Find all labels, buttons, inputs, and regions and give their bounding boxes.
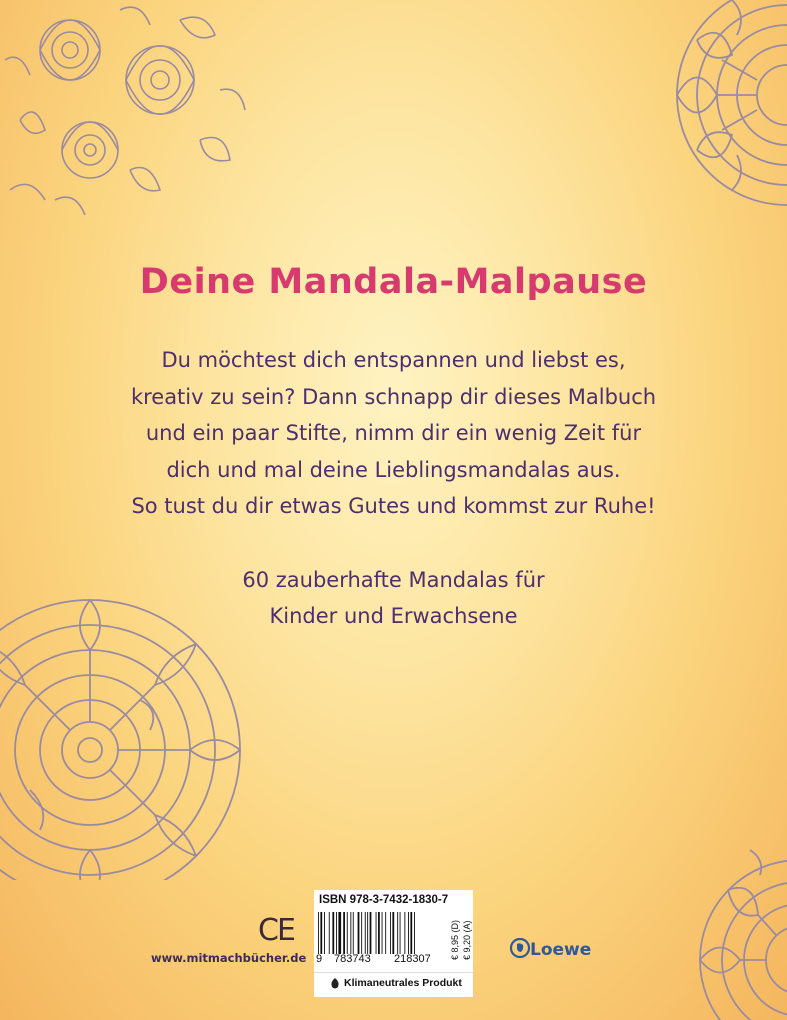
cover-title: Deine Mandala-Malpause — [139, 262, 648, 302]
barcode-bar — [350, 912, 351, 954]
climate-neutral-bar — [314, 972, 473, 995]
cover-blurb — [60, 342, 727, 525]
tagline-line: Kinder und Erwachsene — [269, 604, 518, 628]
barcode-bar — [329, 912, 330, 954]
barcode-digit-group-2: 218307 — [394, 953, 431, 965]
barcode-bars — [318, 912, 446, 954]
lion-logo-icon — [510, 938, 530, 958]
barcode-bar — [414, 912, 415, 954]
barcode-bar — [365, 912, 366, 954]
barcode-bar — [336, 912, 337, 954]
barcode-bar — [376, 912, 377, 954]
climate-neutral-label: Klimaneutrales Produkt — [344, 977, 462, 989]
blurb-line: dich und mal deine Lieblingsmandalas aus. — [166, 457, 621, 482]
barcode-bar — [320, 912, 322, 954]
barcode-bar — [332, 912, 334, 954]
barcode-bar — [338, 912, 341, 954]
blurb-line: kreativ zu sein? Dann schnapp dir dieses Malbuch — [130, 384, 657, 409]
price-austria: € 9,20 (A) — [462, 920, 472, 960]
barcode-bar — [410, 912, 412, 954]
mandala-top-right — [637, 0, 787, 210]
barcode-bar — [353, 912, 354, 954]
barcode-bar — [370, 912, 372, 954]
barcode-bar — [408, 912, 409, 954]
barcode-bar — [400, 912, 401, 954]
price-germany: € 8,95 (D) — [450, 919, 460, 960]
ce-mark: CE — [258, 913, 294, 948]
barcode-digit-group-1: 783743 — [334, 953, 371, 965]
tagline-line: 60 zauberhafte Mandalas für — [242, 568, 545, 592]
cover-tagline — [60, 562, 727, 634]
barcode-bar — [343, 912, 345, 954]
blurb-line: Du möchtest dich entspannen und liebst es, — [161, 348, 626, 372]
barcode-bar — [385, 912, 386, 954]
barcode-bar — [367, 912, 368, 954]
barcode-bar — [404, 912, 405, 954]
barcode-label — [314, 890, 473, 997]
publisher-website: www.mitmachbücher.de — [151, 951, 307, 965]
barcode-bar — [318, 912, 319, 954]
barcode-first-digit: 9 — [316, 953, 323, 965]
barcode-bar — [378, 912, 380, 954]
floral-illustration-top-left — [0, 0, 250, 220]
mandala-bottom-right — [680, 820, 787, 1020]
barcode-bar — [324, 912, 325, 954]
isbn-number: ISBN 978-3-7432-1830-7 — [319, 894, 449, 906]
barcode-bar — [382, 912, 383, 954]
barcode-bar — [390, 912, 391, 954]
barcode-bar — [361, 912, 362, 954]
blurb-line: und ein paar Stifte, nimm dir ein wenig Zeit für — [145, 421, 642, 445]
barcode-bar — [392, 912, 394, 954]
barcode-bar — [397, 912, 398, 954]
barcode-bar — [358, 912, 360, 954]
leaf-icon — [330, 978, 340, 990]
publisher-name: Loewe — [530, 940, 592, 960]
blurb-line: So tust du dir etwas Gutes und kommst zur Ruhe! — [131, 494, 656, 518]
barcode-bar — [347, 912, 348, 954]
